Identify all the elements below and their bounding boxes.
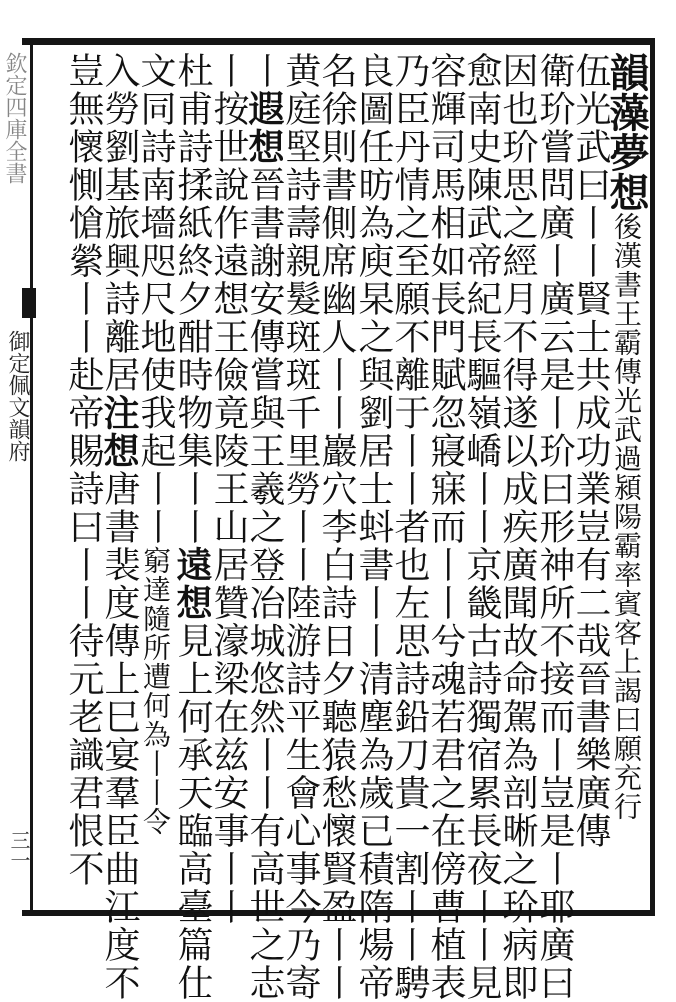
headword: 遠想 <box>171 546 213 622</box>
book-title: 御定佩文韻府 <box>5 330 30 462</box>
text-column-4 <box>497 52 538 1002</box>
text-run: 容輝司馬相如長門賦忽寢寐而丨丨兮魂若君之在傍曹植表 <box>425 52 466 1002</box>
text-column-14 <box>135 52 175 904</box>
text-run: 丨 <box>208 52 249 90</box>
fold-black-block <box>22 288 36 318</box>
text-run: 杜甫詩揉紙終夕酣時物集丨丨 <box>172 52 213 546</box>
edge-fragment-text: 欽定四庫全書 <box>2 52 27 184</box>
text-column-5 <box>461 52 502 1002</box>
text-run: 唐書裴度傳上巳宴羣臣曲江度不 <box>99 470 140 1002</box>
page-number: 三一 <box>7 830 31 870</box>
headword: 韻藻 <box>603 52 650 132</box>
text-run: 丨 <box>244 52 285 90</box>
headword: 遐想 <box>243 90 285 166</box>
text-run: 黄庭堅詩壽親髮斑斑千里勞丨丨陸游詩平生會心事今乃寄 <box>280 52 321 1002</box>
text-column-7 <box>389 52 430 1002</box>
right-border-rule <box>650 38 655 916</box>
top-border-rule <box>22 38 654 45</box>
text-run: 晉書謝安傳嘗與王羲之登冶城悠然丨丨有高世之志 <box>244 166 285 1002</box>
headword: 夢想 <box>603 132 650 212</box>
text-column-9 <box>316 52 357 1002</box>
text-column-3 <box>534 52 575 1002</box>
text-column-8 <box>353 52 394 1002</box>
text-column-15 <box>98 52 140 1002</box>
text-run: 入勞劉基旅興詩離居 <box>99 52 140 394</box>
text-run: 文同詩南墻咫尺地使我起丨丨 <box>135 52 176 546</box>
text-column-2 <box>570 52 610 904</box>
text-run: 豈無懷惻愴縈丨丨 <box>63 52 104 356</box>
text-run: 名徐則書側席幽人丨丨巖穴李白詩日夕聽猿愁懷賢盈丨丨 <box>316 52 357 1002</box>
center-fold-rule <box>30 38 33 916</box>
text-run: 衛玠嘗問廣丨廣云是丨玠曰形神所不接而丨豈是丨耶廣曰 <box>534 52 575 1002</box>
text-column-11 <box>243 52 285 1002</box>
text-column-1 <box>603 52 650 904</box>
text-run: 乃臣丹情之至願不離于丨丨者也左思詩鉛刀貴一割丨丨騁 <box>389 52 430 1002</box>
text-column-10 <box>280 52 321 1002</box>
text-column-12 <box>208 52 249 926</box>
text-run: 因也玠思之經月不得遂以成疾廣聞故命駕為剖晰之玠病即 <box>497 52 538 1002</box>
text-column-16 <box>63 52 103 904</box>
text-column-6 <box>425 52 466 1002</box>
text-run: 伍光武曰丨丨賢士共成功業豈有二哉晉書樂廣傳 <box>570 52 611 850</box>
text-run: 見上何承天臨高臺篇仕 <box>172 622 213 1002</box>
text-column-13 <box>171 52 213 1002</box>
text-run: 愈南史陳武帝紀長驅嶺嶠丨丨京畿古詩獨宿累長夜丨丨見 <box>461 52 502 1002</box>
text-run: 後漢書王霸傳光武過潁陽霸率賓客上謁曰願充行 <box>610 212 643 821</box>
text-run: 良圖任昉為庾杲之與劉居士蚪書丨丨清塵為歲已積隋煬帝 <box>353 52 394 1002</box>
headword: 注想 <box>98 394 140 470</box>
text-run: 窮達隨所遭何為丨丨令 <box>139 546 172 836</box>
text-run: 赴帝賜詩曰丨丨待元老識君恨不 <box>63 356 104 888</box>
text-run: 按世說作遠想王儉竟陵王山居贊濠梁在兹安事丨丨 <box>208 90 249 926</box>
